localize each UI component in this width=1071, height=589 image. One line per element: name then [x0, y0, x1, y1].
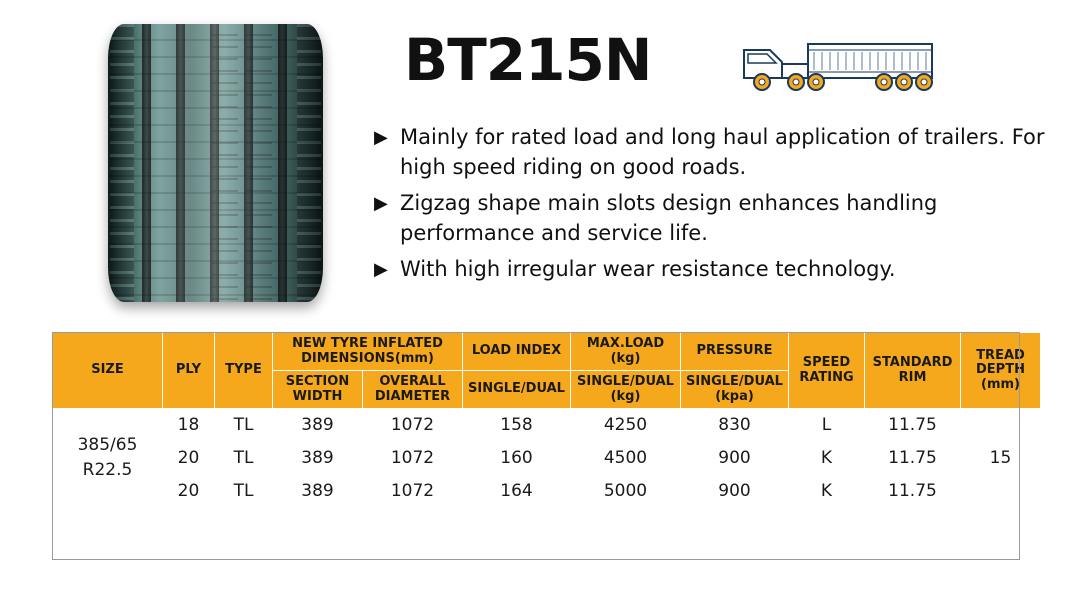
- triangle-bullet-icon: ▶: [374, 127, 388, 147]
- table-row: [53, 442, 1041, 475]
- table-header-row-1: [53, 333, 1041, 371]
- th-tread-depth: TREAD DEPTH (mm): [961, 333, 1041, 409]
- feature-item: [372, 188, 1052, 248]
- feature-list: [372, 122, 1052, 290]
- cell-load-index: 158: [463, 409, 571, 442]
- feature-item: [372, 254, 1052, 284]
- cell-overall-diameter: 1072: [363, 442, 463, 475]
- th-standard-rim: STANDARD RIM: [865, 333, 961, 409]
- cell-ply: 20: [163, 442, 215, 475]
- th-type: TYPE: [215, 333, 273, 409]
- tread-shoulder-left: [110, 24, 134, 302]
- th-speed-rating: SPEED RATING: [789, 333, 865, 409]
- specification-table: [52, 332, 1025, 508]
- cell-section-width: 389: [273, 475, 363, 508]
- cell-speed-rating: K: [789, 442, 865, 475]
- cell-section-width: 389: [273, 442, 363, 475]
- cell-load-index: 164: [463, 475, 571, 508]
- th-max-load-sub: SINGLE/DUAL (kg): [571, 371, 681, 409]
- triangle-bullet-icon: ▶: [374, 193, 388, 213]
- th-section-width: SECTION WIDTH: [273, 371, 363, 409]
- tread-shoulder-right: [297, 24, 321, 302]
- cell-pressure: 830: [681, 409, 789, 442]
- feature-text: Zigzag shape main slots design enhances handling performance and service life.: [400, 191, 938, 245]
- tyre-tread-image: [86, 18, 376, 308]
- cell-speed-rating: K: [789, 475, 865, 508]
- th-pressure-sub: SINGLE/DUAL (kpa): [681, 371, 789, 409]
- tread-groove: [142, 24, 151, 302]
- cell-max-load: 4250: [571, 409, 681, 442]
- th-ply: PLY: [163, 333, 215, 409]
- tread-zigzag-slot: [212, 24, 238, 302]
- cell-type: TL: [215, 442, 273, 475]
- cell-type: TL: [215, 475, 273, 508]
- th-inflated-dimensions: NEW TYRE INFLATED DIMENSIONS(mm): [273, 333, 463, 371]
- cell-pressure: 900: [681, 475, 789, 508]
- cell-overall-diameter: 1072: [363, 475, 463, 508]
- tread-zigzag-slot: [246, 24, 272, 302]
- th-max-load: MAX.LOAD (kg): [571, 333, 681, 371]
- cell-pressure: 900: [681, 442, 789, 475]
- cell-ply: 18: [163, 409, 215, 442]
- triangle-bullet-icon: ▶: [374, 259, 388, 279]
- semi-trailer-truck-icon: [736, 30, 936, 102]
- cell-ply: 20: [163, 475, 215, 508]
- th-size: SIZE: [53, 333, 163, 409]
- tread-groove: [278, 24, 287, 302]
- feature-item: [372, 122, 1052, 182]
- tread-groove: [176, 24, 185, 302]
- th-overall-diameter: OVERALL DIAMETER: [363, 371, 463, 409]
- tyre-tread-graphic: [108, 24, 323, 302]
- cell-standard-rim: 11.75: [865, 409, 961, 442]
- th-load-index-sub: SINGLE/DUAL: [463, 371, 571, 409]
- page-title: BT215N: [404, 26, 652, 94]
- cell-overall-diameter: 1072: [363, 409, 463, 442]
- cell-speed-rating: L: [789, 409, 865, 442]
- th-load-index: LOAD INDEX: [463, 333, 571, 371]
- cell-type: TL: [215, 409, 273, 442]
- table-row: [53, 409, 1041, 442]
- cell-size: 385/65 R22.5: [53, 409, 163, 508]
- cell-tread-depth: 15: [961, 409, 1041, 508]
- table-row: [53, 475, 1041, 508]
- cell-max-load: 5000: [571, 475, 681, 508]
- cell-section-width: 389: [273, 409, 363, 442]
- cell-standard-rim: 11.75: [865, 475, 961, 508]
- feature-text: Mainly for rated load and long haul application of trailers. For high speed riding on good roads.: [400, 125, 1045, 179]
- cell-max-load: 4500: [571, 442, 681, 475]
- cell-standard-rim: 11.75: [865, 442, 961, 475]
- feature-text: With high irregular wear resistance technology.: [400, 257, 896, 281]
- th-pressure: PRESSURE: [681, 333, 789, 371]
- cell-load-index: 160: [463, 442, 571, 475]
